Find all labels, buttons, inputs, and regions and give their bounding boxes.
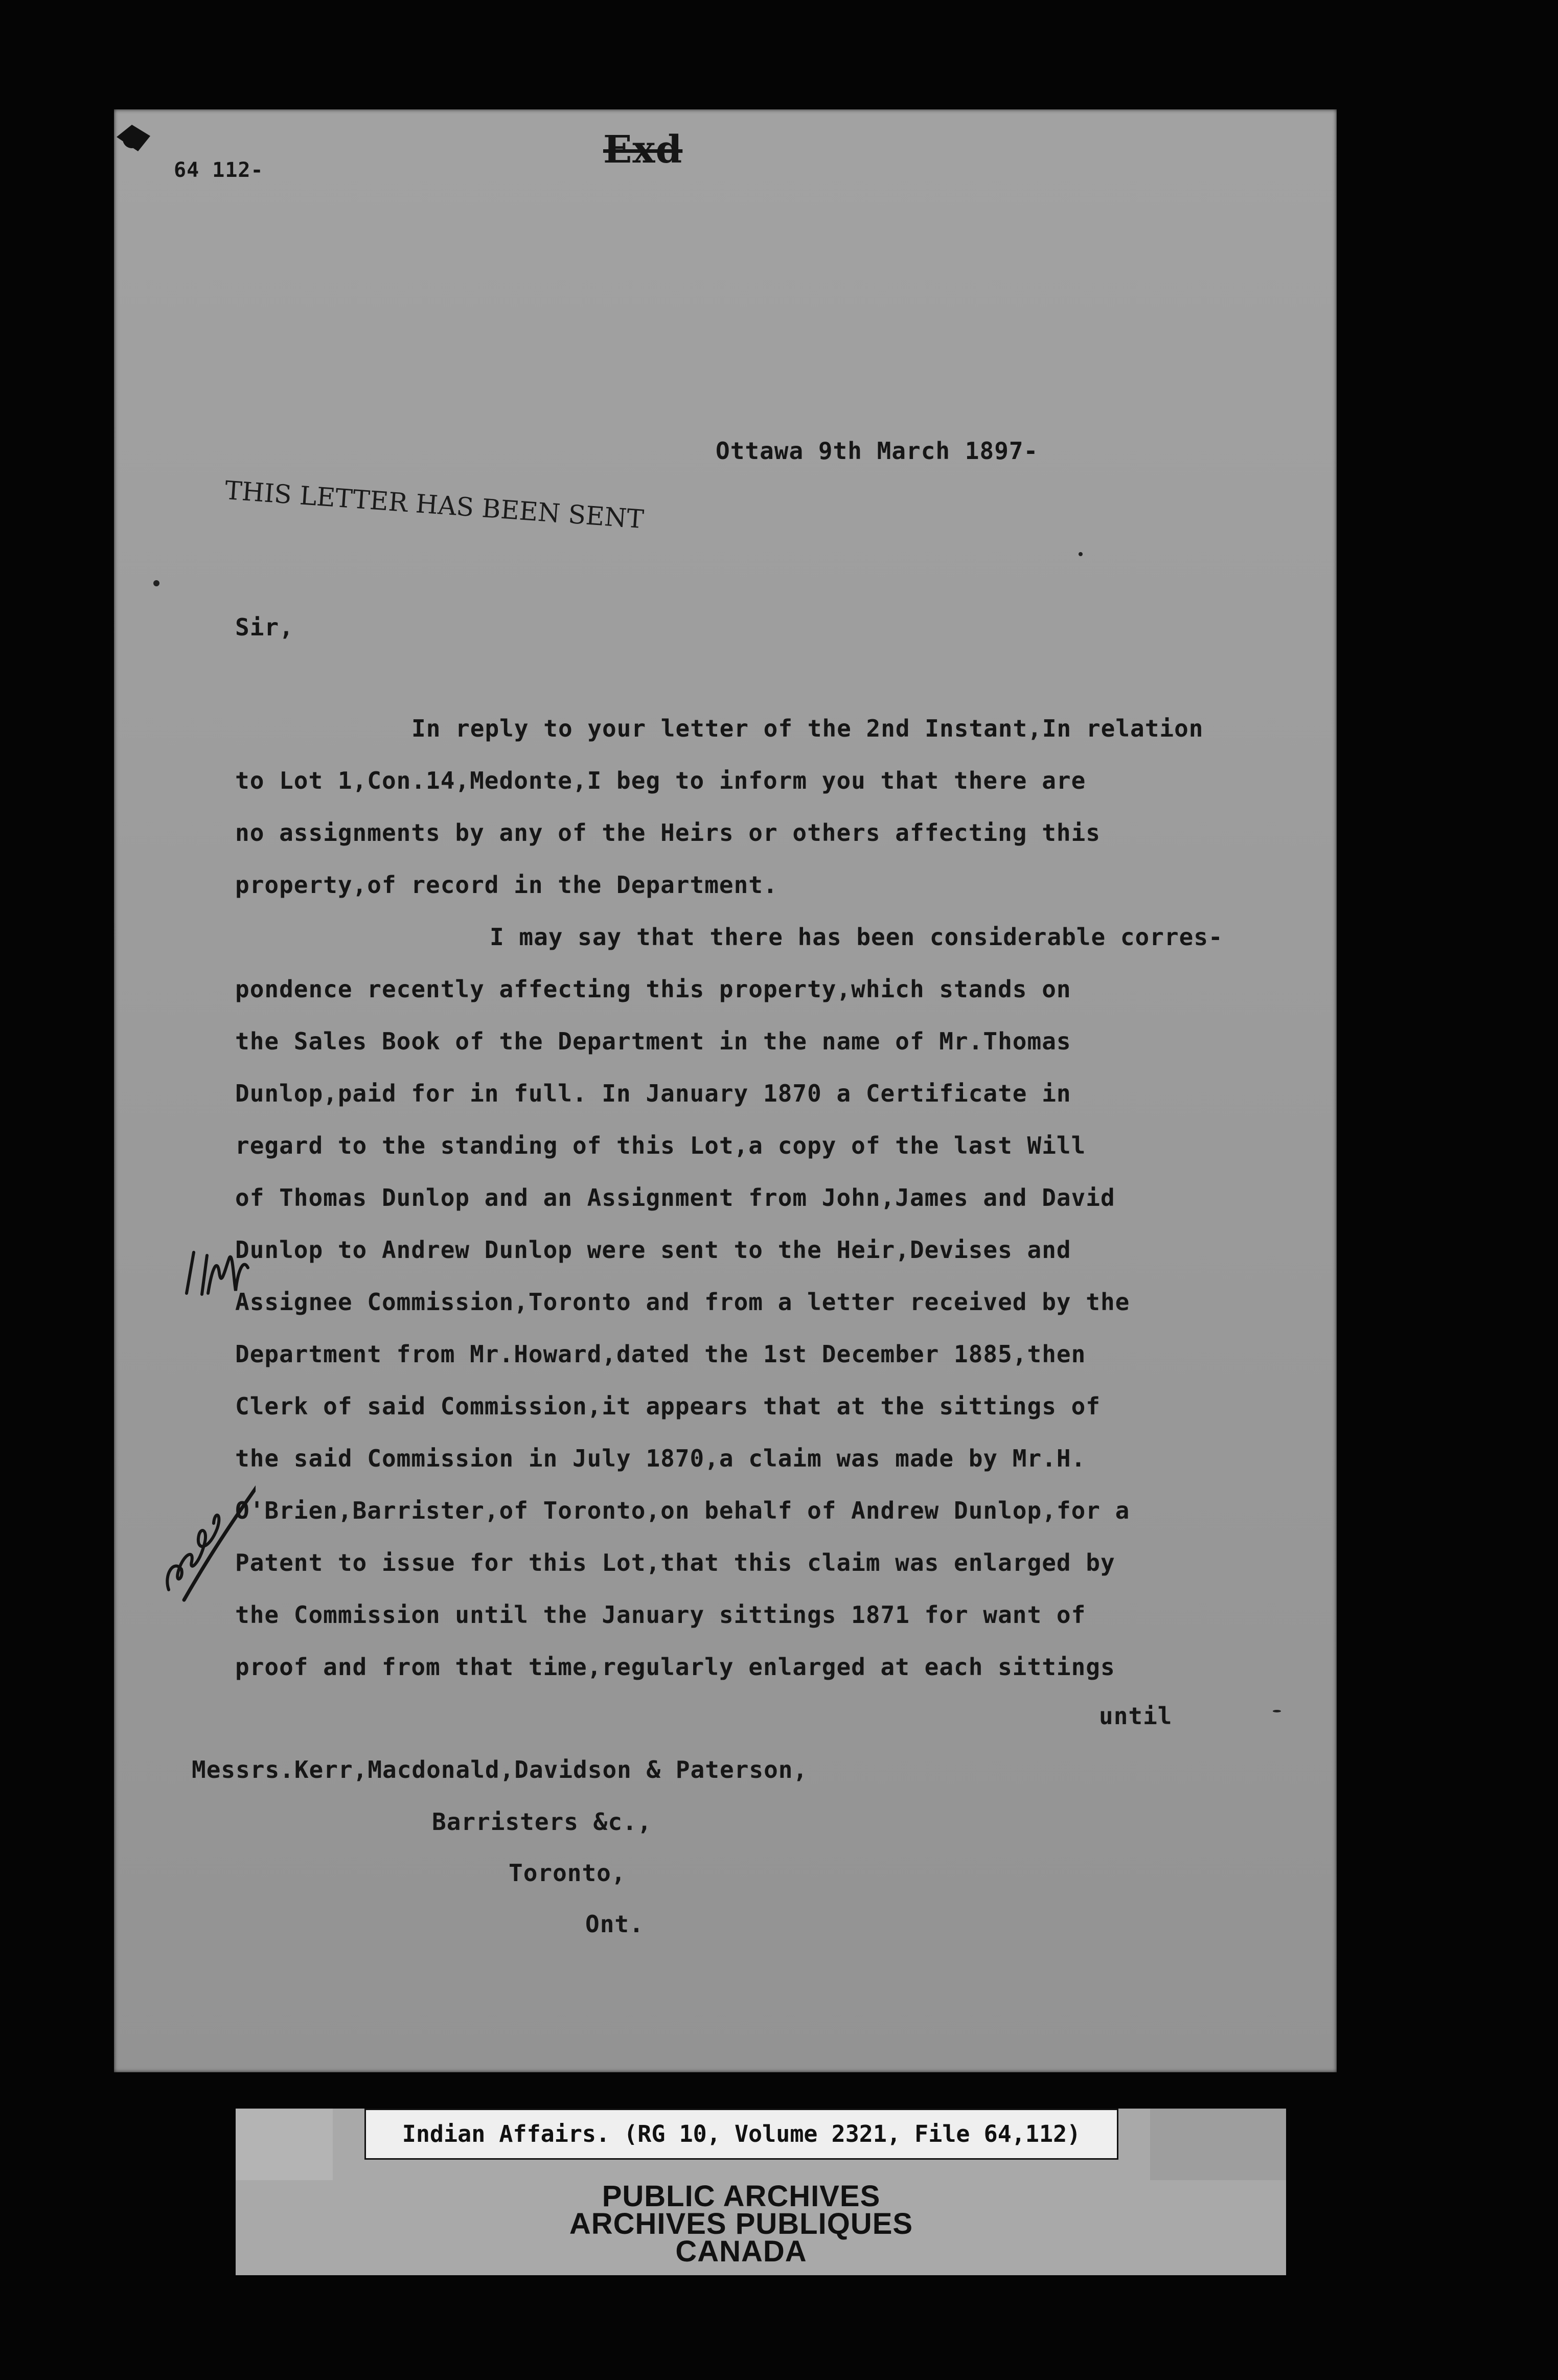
address-line: Messrs.Kerr,Macdonald,Davidson & Paterson, (192, 1756, 808, 1783)
paper-speck (153, 580, 159, 586)
label-strip-right (1150, 2109, 1286, 2180)
body-line: to Lot 1,Con.14,Medonte,I beg to inform you that there are (235, 767, 1086, 794)
body-line: Dunlop,paid for in full. In January 1870 a Certificate in (235, 1080, 1071, 1107)
stamp-line: ARCHIVES PUBLIQUES (569, 2207, 913, 2240)
address-line: Ont. (585, 1910, 644, 1938)
public-archives-stamp (511, 2180, 971, 2268)
address-line: Toronto, (509, 1859, 626, 1887)
file-number: 64 112- (174, 158, 264, 182)
body-line: proof and from that time,regularly enlarged at each sittings (235, 1653, 1115, 1681)
salutation: Sir, (235, 613, 294, 641)
handwritten-paraph-icon (153, 1452, 256, 1615)
body-line: pondence recently affecting this property,which stands on (235, 975, 1071, 1003)
stamp-line: CANADA (675, 2235, 807, 2268)
body-line: Patent to issue for this Lot,that this claim was enlarged by (235, 1549, 1115, 1576)
body-line: Dunlop to Andrew Dunlop were sent to the Heir,Devises and (235, 1236, 1071, 1264)
body-line: the said Commission in July 1870,a claim was made by Mr.H. (235, 1445, 1086, 1472)
body-line: regard to the standing of this Lot,a copy of the last Will (235, 1132, 1086, 1159)
body-line: I may say that there has been considerable corres- (490, 923, 1223, 951)
body-line: no assignments by any of the Heirs or others affecting this (235, 819, 1101, 846)
body-line: Department from Mr.Howard,dated the 1st December 1885,then (235, 1340, 1086, 1368)
body-line: property,of record in the Department. (235, 871, 778, 899)
body-line: the Sales Book of the Department in the name of Mr.Thomas (235, 1027, 1071, 1055)
archive-reference: Indian Affairs. (RG 10, Volume 2321, File 64,112) (402, 2120, 1081, 2147)
address-line: Barristers &c., (432, 1808, 652, 1836)
stamp-line: PUBLIC ARCHIVES (602, 2180, 881, 2213)
copy-mark: Exd (603, 128, 683, 172)
body-line: of Thomas Dunlop and an Assignment from John,James and David (235, 1184, 1115, 1211)
body-line: Clerk of said Commission,it appears that at the sittings of (235, 1392, 1101, 1420)
archive-reference-box (364, 2109, 1118, 2160)
continuation-word: until (1099, 1702, 1173, 1730)
date-line: Ottawa 9th March 1897- (716, 437, 1039, 465)
handwritten-initials-icon (176, 1237, 253, 1303)
body-line: Assignee Commission,Toronto and from a letter received by the (235, 1288, 1130, 1316)
ink-blot-icon (111, 122, 155, 154)
body-line: the Commission until the January sittings 1871 for want of (235, 1601, 1086, 1629)
paper-speck (1079, 552, 1083, 556)
sent-stamp: THIS LETTER HAS BEEN SENT (223, 475, 645, 535)
body-line: In reply to your letter of the 2nd Instant,In relation (411, 715, 1204, 742)
label-strip-left (236, 2109, 333, 2180)
paper-speck (1273, 1710, 1281, 1712)
body-line: O'Brien,Barrister,of Toronto,on behalf of Andrew Dunlop,for a (235, 1497, 1130, 1524)
